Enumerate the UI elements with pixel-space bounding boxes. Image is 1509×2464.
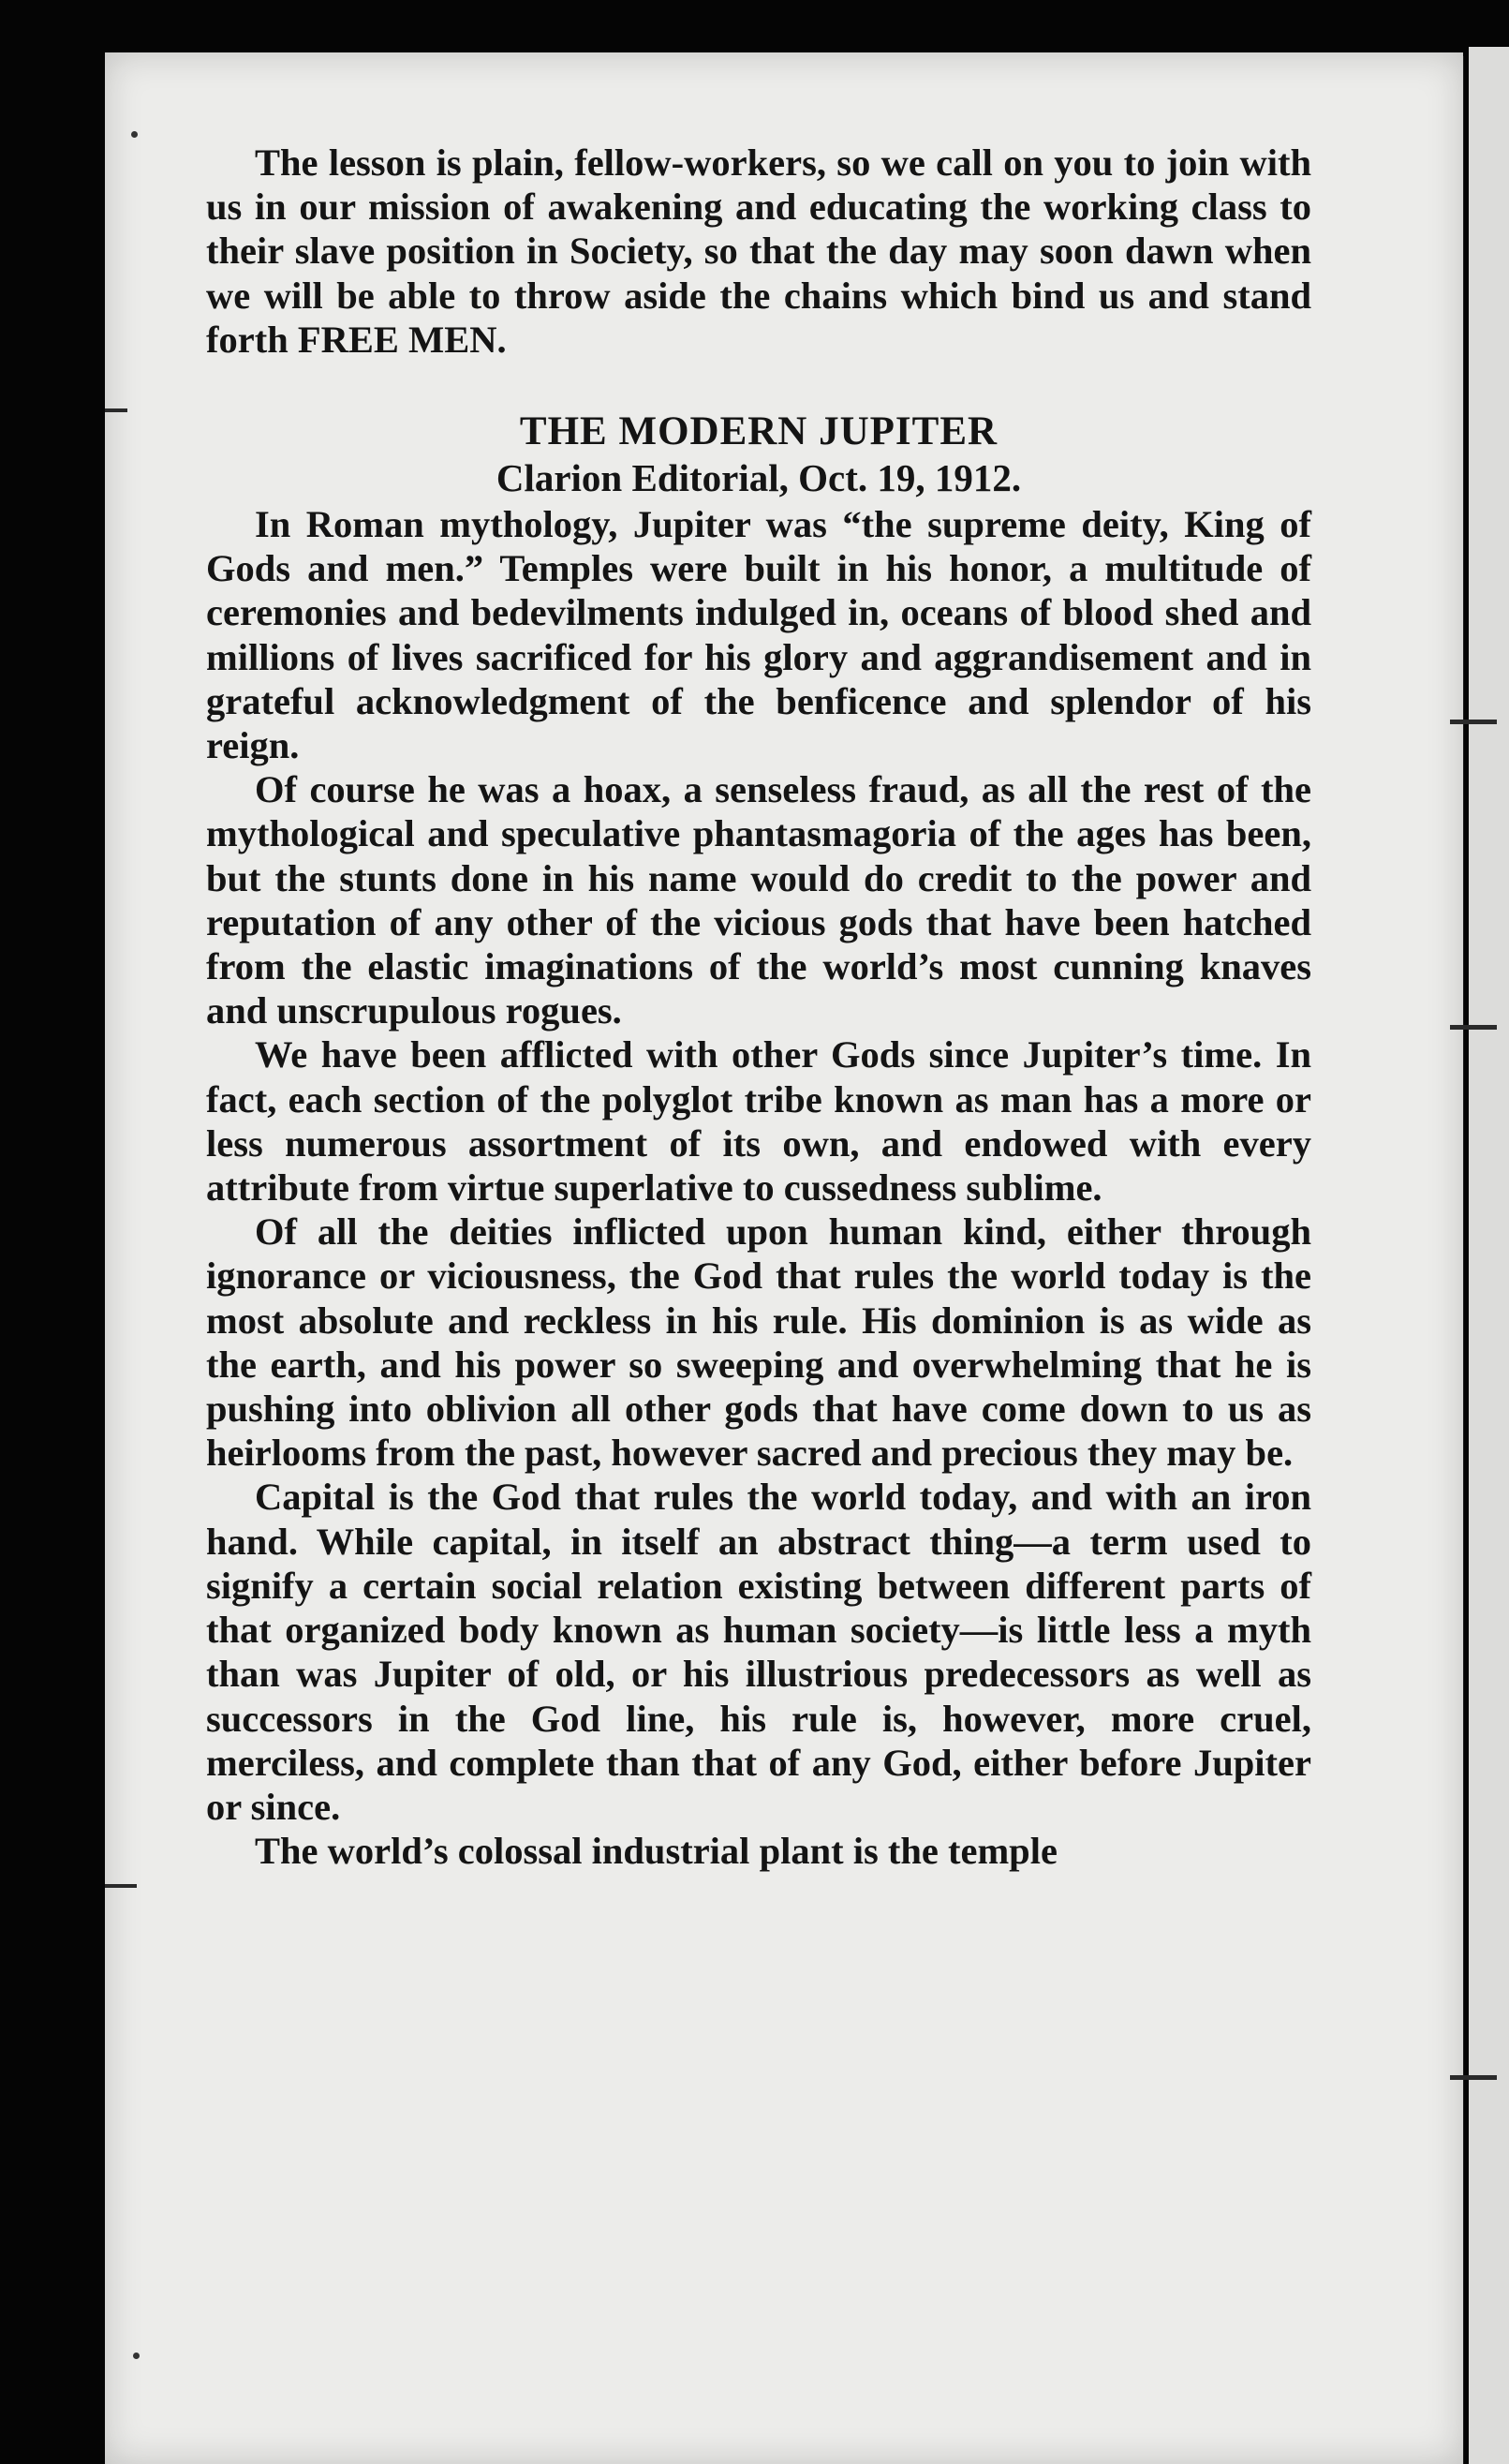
- article-subtitle: Clarion Editorial, Oct. 19, 1912.: [496, 456, 1022, 500]
- article-paragraph: Of course he was a hoax, a senseless fraud, as all the rest of the mythological and speculative phantasmagoria of the ages has been, but the stunts done in his name would do credit to the power and reputation of any other of the vicious gods that have been hatched from the elastic imaginations of the world’s most cunning knaves and unscrupulous rogues.: [206, 768, 1311, 1032]
- article-paragraph: Of all the deities inflicted upon human kind, either through ignorance or viciousness, the God that rules the world today is the most absolute and reckless in his rule. His dominion is as wide as the earth, and his power so sweeping and overwhelming that he is pushing into oblivion all other gods that have come down to us as heirlooms from the past, however sacred and precious they may be.: [206, 1210, 1311, 1475]
- margin-mark: [105, 408, 127, 412]
- article-paragraph: We have been afflicted with other Gods since Jupiter’s time. In fact, each section of the polyglot tribe known as man has a more or less numerous assortment of its own, and endowed with every attribute from virtue superlative to cussedness sublime.: [206, 1033, 1311, 1210]
- article-paragraph: In Roman mythology, Jupiter was “the supreme deity, King of Gods and men.” Temples were built in his honor, a multitude of ceremonies and bedevilments indulged in, oceans of blood shed and millions of lives sacrificed for his glory and aggrandisement and in grateful acknowledgment of the benficence and splendor of his reign.: [206, 503, 1311, 767]
- adjacent-page-edge: [1469, 47, 1509, 2464]
- article-paragraph: The world’s colossal industrial plant is the temple: [255, 1830, 1058, 1873]
- document-text: [206, 141, 1311, 1873]
- intro-paragraph: The lesson is plain, fellow-workers, so we call on you to join with us in our mission of awakening and educating the working class to their slave position in Society, so that the day may soon dawn when we will be able to throw aside the chains which bind us and stand forth FREE MEN.: [206, 141, 1311, 361]
- article-paragraph: Capital is the God that rules the world today, and with an iron hand. While capital, in itself an abstract thing—a term used to signify a certain social relation existing between different parts of that organized body known as human society—is little less a myth than was Jupiter of old, or his illustrious predecessors as well as successors in the God line, his rule is, however, more cruel, merciless, and complete than that of any God, either before Jupiter or since.: [206, 1476, 1311, 1828]
- edge-mark: [1450, 1025, 1497, 1030]
- margin-mark: [105, 1884, 137, 1888]
- edge-mark: [1450, 720, 1497, 724]
- margin-dot: [131, 131, 138, 138]
- edge-mark: [1450, 2075, 1497, 2080]
- article-title: THE MODERN JUPITER: [519, 409, 999, 454]
- margin-dot: [133, 2353, 140, 2359]
